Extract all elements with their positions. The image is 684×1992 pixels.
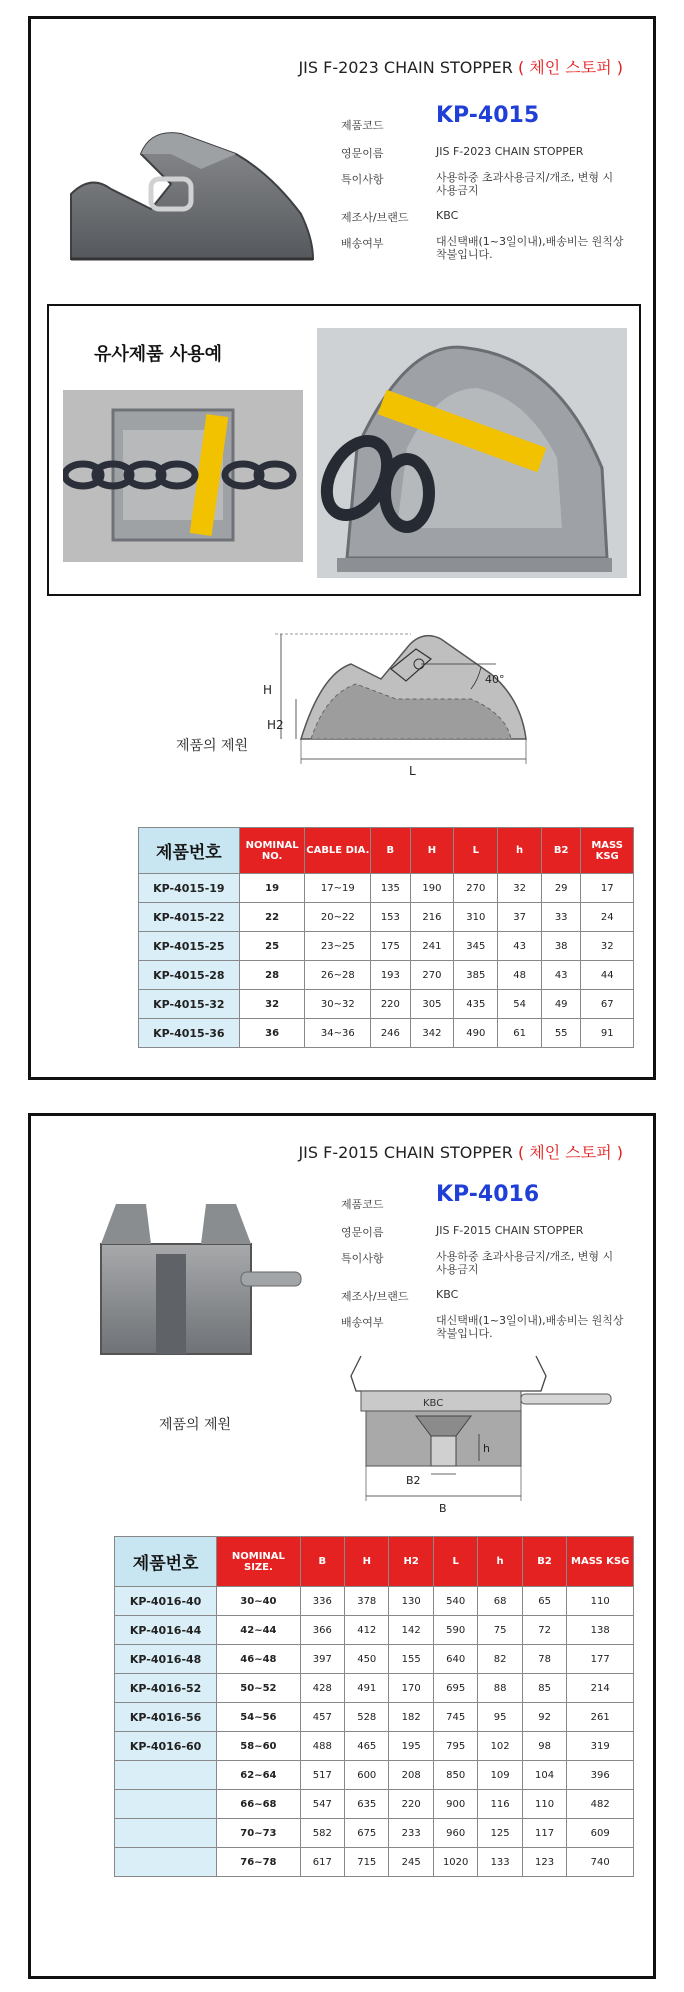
table-cell: 25	[239, 932, 305, 961]
table-cell: 795	[433, 1732, 477, 1761]
table-cell-model: KP-4016-60	[115, 1732, 217, 1761]
table-cell: 675	[345, 1819, 389, 1848]
table-cell: 270	[454, 874, 498, 903]
table-cell: 61	[498, 1019, 542, 1048]
table-cell: 109	[478, 1761, 522, 1790]
table-cell-model: KP-4015-25	[139, 932, 240, 961]
dim-h-label: H	[263, 683, 273, 697]
table-cell: 428	[300, 1674, 344, 1703]
table-cell: 582	[300, 1819, 344, 1848]
table-row	[115, 1703, 634, 1732]
table-cell: 310	[454, 903, 498, 932]
table-cell: 233	[389, 1819, 433, 1848]
table-cell-model: KP-4016-56	[115, 1703, 217, 1732]
table-cell: 19	[239, 874, 305, 903]
table-cell: 547	[300, 1790, 344, 1819]
table-cell: 88	[478, 1674, 522, 1703]
table-cell: 435	[454, 990, 498, 1019]
table-cell-model: KP-4016-52	[115, 1674, 217, 1703]
table-cell: 740	[567, 1848, 634, 1877]
table-cell: 26~28	[305, 961, 371, 990]
table-cell: 617	[300, 1848, 344, 1877]
table-cell: 54	[498, 990, 542, 1019]
table-cell: 635	[345, 1790, 389, 1819]
table-cell-model	[115, 1848, 217, 1877]
table-cell: 488	[300, 1732, 344, 1761]
table-header-row	[139, 828, 634, 874]
table-cell-model: KP-4015-19	[139, 874, 240, 903]
table-cell: 900	[433, 1790, 477, 1819]
table-row	[139, 874, 634, 903]
table-cell: 378	[345, 1587, 389, 1616]
table-cell: 32	[581, 932, 634, 961]
table-cell: 50~52	[217, 1674, 300, 1703]
table-cell: 342	[410, 1019, 454, 1048]
table-cell: 193	[371, 961, 410, 990]
table-cell: 65	[522, 1587, 566, 1616]
table-cell: 58~60	[217, 1732, 300, 1761]
table-header-cell: L	[454, 828, 498, 874]
dimension-diagram-kp4016	[331, 1336, 651, 1521]
table-cell: 540	[433, 1587, 477, 1616]
table-cell: 42~44	[217, 1616, 300, 1645]
table-row	[139, 990, 634, 1019]
table-cell-model: KP-4015-36	[139, 1019, 240, 1048]
table-cell: 82	[478, 1645, 522, 1674]
table-cell: 960	[433, 1819, 477, 1848]
table-cell: 98	[522, 1732, 566, 1761]
table-cell: 24	[581, 903, 634, 932]
table-cell: 336	[300, 1587, 344, 1616]
table-cell-model: KP-4015-32	[139, 990, 240, 1019]
section-title: JIS F-2023 CHAIN STOPPER ( 체인 스토퍼 )	[298, 58, 623, 77]
table-cell-model: KP-4015-28	[139, 961, 240, 990]
table-cell: 366	[300, 1616, 344, 1645]
usage-photo-large	[317, 328, 627, 578]
table-cell-model: KP-4016-44	[115, 1616, 217, 1645]
table-cell: 37	[498, 903, 542, 932]
table-cell: 170	[389, 1674, 433, 1703]
table-cell: 450	[345, 1645, 389, 1674]
diagram-brand-label: KBC	[423, 1398, 444, 1409]
table-cell: 182	[389, 1703, 433, 1732]
table-cell-model: KP-4016-40	[115, 1587, 217, 1616]
table-cell: 49	[541, 990, 580, 1019]
table-cell: 75	[478, 1616, 522, 1645]
table-cell: 590	[433, 1616, 477, 1645]
table-cell: 85	[522, 1674, 566, 1703]
table-cell: 30~40	[217, 1587, 300, 1616]
table-cell: 32	[498, 874, 542, 903]
table-cell: 55	[541, 1019, 580, 1048]
table-cell: 38	[541, 932, 580, 961]
table-header-row	[115, 1537, 634, 1587]
table-cell: 695	[433, 1674, 477, 1703]
table-cell: 155	[389, 1645, 433, 1674]
table-header-cell: h	[478, 1537, 522, 1587]
table-cell: 102	[478, 1732, 522, 1761]
table-cell-model: KP-4015-22	[139, 903, 240, 932]
table-cell: 46~48	[217, 1645, 300, 1674]
table-cell: 397	[300, 1645, 344, 1674]
table-cell: 177	[567, 1645, 634, 1674]
table-cell-model	[115, 1790, 217, 1819]
table-row	[139, 1019, 634, 1048]
table-cell: 138	[567, 1616, 634, 1645]
table-cell-model	[115, 1761, 217, 1790]
table-cell: 457	[300, 1703, 344, 1732]
table-cell: 67	[581, 990, 634, 1019]
table-cell: 17~19	[305, 874, 371, 903]
dim-h-label: h	[483, 1442, 490, 1455]
table-cell: 116	[478, 1790, 522, 1819]
table-row	[139, 903, 634, 932]
table-cell: 135	[371, 874, 410, 903]
table-header-model: 제품번호	[139, 828, 240, 874]
usage-example-box	[47, 304, 641, 596]
table-header-model: 제품번호	[115, 1537, 217, 1587]
table-cell: 104	[522, 1761, 566, 1790]
table-header-cell: NOMINAL SIZE.	[217, 1537, 300, 1587]
usage-example-title: 유사제품 사용예	[94, 344, 222, 365]
table-cell: 482	[567, 1790, 634, 1819]
table-cell: 190	[410, 874, 454, 903]
table-cell: 48	[498, 961, 542, 990]
spec-table-kp4016	[114, 1536, 634, 1877]
table-cell-model	[115, 1819, 217, 1848]
table-cell: 208	[389, 1761, 433, 1790]
table-row	[115, 1674, 634, 1703]
table-cell: 54~56	[217, 1703, 300, 1732]
table-cell: 92	[522, 1703, 566, 1732]
table-cell: 396	[567, 1761, 634, 1790]
table-cell: 216	[410, 903, 454, 932]
angle-label: 40°	[485, 673, 505, 686]
table-header-cell: H	[345, 1537, 389, 1587]
section-title: JIS F-2015 CHAIN STOPPER ( 체인 스토퍼 )	[298, 1143, 623, 1162]
table-cell: 142	[389, 1616, 433, 1645]
table-cell: 33	[541, 903, 580, 932]
table-header-cell: B2	[541, 828, 580, 874]
table-cell: 245	[389, 1848, 433, 1877]
table-header-cell: NOMINAL NO.	[239, 828, 305, 874]
table-header-cell: CABLE DIA.	[305, 828, 371, 874]
table-cell: 17	[581, 874, 634, 903]
table-cell: 95	[478, 1703, 522, 1732]
table-cell: 345	[454, 932, 498, 961]
table-cell: 36	[239, 1019, 305, 1048]
table-cell: 175	[371, 932, 410, 961]
table-header-cell: H2	[389, 1537, 433, 1587]
table-row	[115, 1848, 634, 1877]
table-cell: 44	[581, 961, 634, 990]
table-cell: 66~68	[217, 1790, 300, 1819]
table-cell: 23~25	[305, 932, 371, 961]
table-cell: 91	[581, 1019, 634, 1048]
table-cell: 22	[239, 903, 305, 932]
table-cell: 270	[410, 961, 454, 990]
table-header-cell: h	[498, 828, 542, 874]
dimensions-caption: 제품의 제원	[159, 1417, 232, 1433]
table-row	[139, 961, 634, 990]
table-cell: 76~78	[217, 1848, 300, 1877]
table-cell: 528	[345, 1703, 389, 1732]
product-photo-kp4016	[61, 1184, 321, 1364]
table-cell: 319	[567, 1732, 634, 1761]
table-cell: 34~36	[305, 1019, 371, 1048]
table-cell: 153	[371, 903, 410, 932]
table-cell: 241	[410, 932, 454, 961]
table-cell: 68	[478, 1587, 522, 1616]
spec-table-kp4015	[138, 827, 634, 1048]
table-row	[139, 932, 634, 961]
table-cell: 195	[389, 1732, 433, 1761]
table-cell: 32	[239, 990, 305, 1019]
table-cell: 110	[567, 1587, 634, 1616]
dimension-diagram-kp4015	[241, 619, 601, 779]
product-panel-kp4016: JIS F-2015 CHAIN STOPPER ( 체인 스토퍼 ) 제품코드 KP-4016 영문이름 JIS F-2015 CHAIN STOPPER 특이사항 사용하중 초과사용금지/개조, 변형 시 사용금지 제조사/브랜드 KBC 배송여부 대신택배(1~3일이내),배송비는 원칙상 착불입니다. 제품의 제원 KBC h B2 B 제품번호 NOMINAL SIZE. B H H2 L h B2 MASS KSG KP-4016-40 30~40 336 378 130 540 68 65 110 KP-4016-44 42~44 366 412 142 590 75 72 138 KP-4016-48 46~48 397 450 155 640 82 78 177 KP-4016-52 50~52 428 491 170 695 88 85 214 KP-4016-56 54~56 457 528 182 745 95 92 261 KP-4016-60 58~60 488 465 195 795 102 98 319 62~64 517 600 208 850 109 104 396 66~68 547 635 220 900 116 110 482 70~73 582 675 233 960 125 117 609 76~78 617 715 245 1020 133 123 740	[28, 1113, 656, 1979]
dim-h2-label: H2	[267, 718, 284, 732]
dim-b-label: B	[439, 1502, 447, 1515]
table-cell: 305	[410, 990, 454, 1019]
table-cell: 72	[522, 1616, 566, 1645]
dim-l-label: L	[409, 764, 416, 778]
table-cell: 130	[389, 1587, 433, 1616]
table-cell: 30~32	[305, 990, 371, 1019]
table-row	[115, 1732, 634, 1761]
table-cell: 28	[239, 961, 305, 990]
table-cell: 110	[522, 1790, 566, 1819]
table-cell: 117	[522, 1819, 566, 1848]
table-cell: 43	[541, 961, 580, 990]
table-cell: 246	[371, 1019, 410, 1048]
table-cell: 123	[522, 1848, 566, 1877]
table-cell: 640	[433, 1645, 477, 1674]
table-row	[115, 1616, 634, 1645]
table-cell: 490	[454, 1019, 498, 1048]
product-panel-kp4015: JIS F-2023 CHAIN STOPPER ( 체인 스토퍼 ) 제품코드 KP-4015 영문이름 JIS F-2023 CHAIN STOPPER 특이사항 사용하중 초과사용금지/개조, 변형 시 사용금지 제조사/브랜드 KBC 배송여부 대신택배(1~3일이내),배송비는 원칙상 착불입니다. 유사제품 사용예 40° H H2 L 제품의 제원 제품번호 NOMINAL NO. CABLE DIA. B H L h B2 MASS KSG KP-4015-19 19 17~19 135 190 270 32 29 17 KP-4015-22 22 20~22 153 216 310 37 33 24 KP-4015-25 25 23~25 175 241 345 43 38 32 KP-4015-28 28 26~28 193 270 385 48 43 44 KP-4015-32 32 30~32 220 305 435 54 49 67 KP-4015-36 36 34~36 246 342 490 61 55 91	[28, 16, 656, 1080]
usage-photo-small	[63, 390, 303, 562]
table-cell: 220	[371, 990, 410, 1019]
table-cell: 1020	[433, 1848, 477, 1877]
table-row	[115, 1761, 634, 1790]
table-cell: 261	[567, 1703, 634, 1732]
table-cell: 220	[389, 1790, 433, 1819]
table-cell: 491	[345, 1674, 389, 1703]
dim-b2-label: B2	[406, 1474, 421, 1487]
table-cell: 20~22	[305, 903, 371, 932]
table-cell: 78	[522, 1645, 566, 1674]
table-cell: 125	[478, 1819, 522, 1848]
table-cell: 600	[345, 1761, 389, 1790]
table-header-cell: B	[371, 828, 410, 874]
table-cell: 70~73	[217, 1819, 300, 1848]
table-cell: 385	[454, 961, 498, 990]
table-cell: 214	[567, 1674, 634, 1703]
table-cell: 43	[498, 932, 542, 961]
table-cell: 850	[433, 1761, 477, 1790]
product-photo-kp4015	[51, 114, 341, 264]
table-header-cell: H	[410, 828, 454, 874]
table-cell: 412	[345, 1616, 389, 1645]
table-row	[115, 1645, 634, 1674]
table-cell: 62~64	[217, 1761, 300, 1790]
table-cell-model: KP-4016-48	[115, 1645, 217, 1674]
table-header-cell: B	[300, 1537, 344, 1587]
table-row	[115, 1819, 634, 1848]
table-cell: 609	[567, 1819, 634, 1848]
table-cell: 133	[478, 1848, 522, 1877]
table-header-cell: MASS KSG	[581, 828, 634, 874]
table-row	[115, 1790, 634, 1819]
table-header-cell: L	[433, 1537, 477, 1587]
table-cell: 517	[300, 1761, 344, 1790]
table-cell: 29	[541, 874, 580, 903]
table-header-cell: MASS KSG	[567, 1537, 634, 1587]
table-cell: 465	[345, 1732, 389, 1761]
table-cell: 745	[433, 1703, 477, 1732]
table-header-cell: B2	[522, 1537, 566, 1587]
table-cell: 715	[345, 1848, 389, 1877]
table-row	[115, 1587, 634, 1616]
dimensions-caption: 제품의 제원	[176, 738, 249, 754]
